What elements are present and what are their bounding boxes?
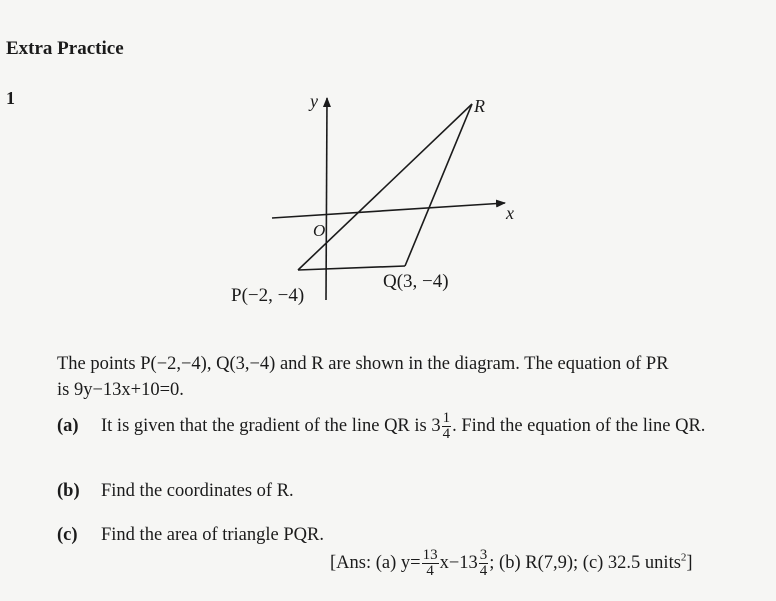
part-a-text-before: It is given that the gradient of the line QR is 3: [101, 415, 441, 436]
point-p-label: P(−2, −4): [231, 285, 305, 306]
line-pq: [298, 266, 405, 270]
question-stem-line-1: The points P(−2,−4), Q(3,−4) and R are shown in the diagram. The equation of PR: [57, 354, 669, 374]
part-a-frac-den: 4: [442, 426, 451, 442]
part-a-label: (a): [57, 415, 79, 436]
point-r-label: R: [474, 96, 485, 116]
answer-line: [330, 548, 693, 579]
answer-open: [Ans: (a) y=: [330, 552, 421, 573]
part-a: [57, 411, 705, 442]
part-c: [57, 525, 324, 546]
answer-frac1-num: 13: [422, 547, 438, 563]
part-c-label: (c): [57, 525, 78, 545]
answer-frac2-den: 4: [479, 563, 488, 579]
part-a-text-after: . Find the equation of the line QR.: [452, 415, 706, 436]
point-q-label: Q(3, −4): [383, 271, 449, 292]
answer-close: ]: [686, 552, 693, 573]
question-stem-line-2: is 9y−13x+10=0.: [57, 380, 184, 400]
part-a-frac-num: 1: [442, 410, 451, 426]
part-b: [57, 481, 294, 502]
part-b-label: (b): [57, 481, 80, 501]
answer-fraction-1: [422, 548, 439, 579]
answer-frac1-den: 4: [426, 563, 434, 579]
answer-fraction-2: [479, 548, 489, 579]
answer-frac2-num: 3: [479, 547, 488, 563]
origin-label: O: [313, 221, 326, 240]
answer-rest: ; (b) R(7,9); (c) 32.5 units: [489, 552, 681, 573]
x-axis: [272, 203, 505, 218]
part-c-text: Find the area of triangle PQR.: [101, 525, 324, 545]
line-pr: [298, 104, 472, 270]
y-axis-label: y: [310, 91, 318, 111]
part-a-fraction: [442, 411, 452, 442]
question-number: 1: [6, 88, 15, 108]
page-heading: Extra Practice: [6, 38, 124, 59]
line-qr: [405, 104, 472, 266]
answer-mid: x−13: [439, 552, 478, 573]
part-b-text: Find the coordinates of R.: [101, 481, 294, 501]
x-axis-label: x: [506, 203, 514, 223]
answer-superscript: 2: [680, 551, 687, 564]
